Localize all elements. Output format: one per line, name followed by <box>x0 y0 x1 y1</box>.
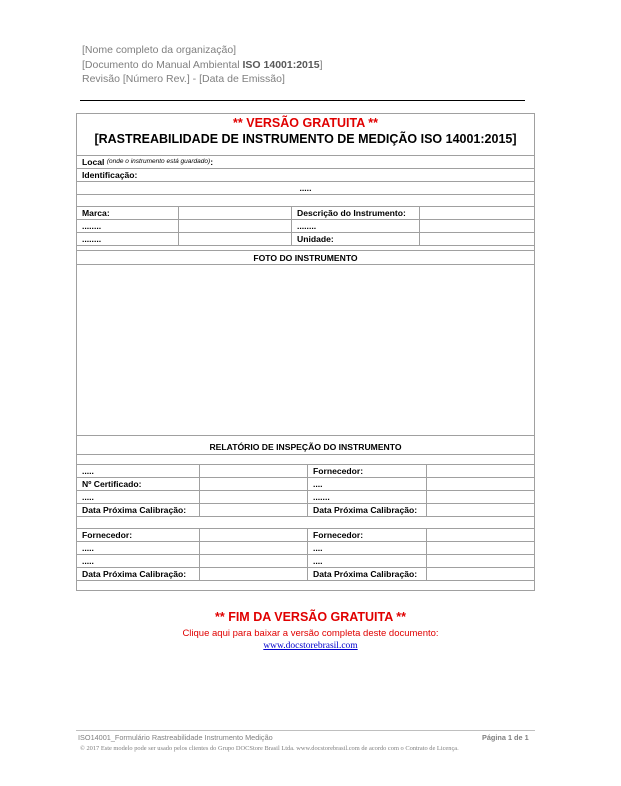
r1-right-cell <box>307 465 426 477</box>
unidade-value-cell[interactable] <box>419 233 536 245</box>
r4-right-cell <box>307 504 426 516</box>
form-title-block <box>77 114 534 156</box>
dots-b-cell <box>291 220 419 232</box>
dots-center: ..... <box>299 183 312 193</box>
inspection-row-4 <box>77 504 534 517</box>
dots-a: ........ <box>82 221 102 231</box>
s2-right: .... <box>313 543 323 553</box>
descricao-label: Descrição do Instrumento: <box>297 208 406 218</box>
identificacao-cell[interactable] <box>77 169 534 181</box>
s4-right-cell <box>307 568 426 580</box>
r3-left-value[interactable] <box>199 491 307 503</box>
r1-right: Fornecedor: <box>313 466 364 476</box>
unidade-label-cell <box>291 233 419 245</box>
r4-left: Data Próxima Calibração: <box>82 505 187 515</box>
marca-label: Marca: <box>82 208 110 218</box>
s1-right-cell <box>307 529 426 541</box>
manual-prefix: [Documento do Manual Ambiental <box>82 58 243 71</box>
relatorio-heading-row <box>77 436 534 455</box>
inspection-spacer-2 <box>77 517 534 529</box>
dots-c: ........ <box>82 234 102 244</box>
r3-right-value[interactable] <box>426 491 536 503</box>
header-divider <box>80 100 525 101</box>
dots-cell[interactable] <box>77 182 534 194</box>
r1-left: ..... <box>82 466 94 476</box>
descricao-value-cell[interactable] <box>419 207 536 219</box>
manual-line <box>82 58 323 73</box>
s2-left: ..... <box>82 543 94 553</box>
foto-heading: FOTO DO INSTRUMENTO <box>253 252 358 263</box>
dots-c-value-cell[interactable] <box>178 233 291 245</box>
s1-right: Fornecedor: <box>313 530 364 540</box>
s3-right-cell <box>307 555 426 567</box>
s3-right: .... <box>313 556 323 566</box>
marca-row <box>77 207 534 220</box>
local-label: Local <box>82 156 105 167</box>
s3-left-value[interactable] <box>199 555 307 567</box>
marca-value-cell[interactable] <box>178 207 291 219</box>
inspection-row-5 <box>77 529 534 542</box>
local-row <box>77 155 534 169</box>
traceability-form <box>76 113 535 591</box>
photo-area[interactable] <box>77 265 534 436</box>
unidade-row <box>77 233 534 246</box>
s2-left-value[interactable] <box>199 542 307 554</box>
dots-a-cell <box>77 220 178 232</box>
revision-line: Revisão [Número Rev.] - [Data de Emissão] <box>82 73 285 85</box>
free-version-title: ** VERSÃO GRATUITA ** <box>233 116 378 130</box>
s2-left-cell <box>77 542 199 554</box>
dots-c-cell <box>77 233 178 245</box>
s1-left: Fornecedor: <box>82 530 133 540</box>
s1-right-value[interactable] <box>426 529 536 541</box>
blank-row <box>77 195 534 207</box>
s1-left-value[interactable] <box>199 529 307 541</box>
dots-pair-row <box>77 220 534 233</box>
r2-right-value[interactable] <box>426 478 536 490</box>
docstore-link[interactable]: www.docstorebrasil.com <box>263 641 358 651</box>
r4-right: Data Próxima Calibração: <box>313 505 418 515</box>
r2-left: Nº Certificado: <box>82 479 142 489</box>
inspection-row-7 <box>77 555 534 568</box>
org-name: [Nome completo da organização] <box>82 44 237 56</box>
r3-right-cell <box>307 491 426 503</box>
s4-left: Data Próxima Calibração: <box>82 569 187 579</box>
dots-a-value-cell[interactable] <box>178 220 291 232</box>
inspection-row-2 <box>77 478 534 491</box>
r3-left: ..... <box>82 492 94 502</box>
r1-right-value[interactable] <box>426 465 536 477</box>
s4-left-cell <box>77 568 199 580</box>
inspection-spacer <box>77 455 534 465</box>
r2-left-cell <box>77 478 199 490</box>
r4-left-cell <box>77 504 199 516</box>
manual-suffix: ] <box>319 58 323 71</box>
s3-left: ..... <box>82 556 94 566</box>
s2-right-value[interactable] <box>426 542 536 554</box>
document-header <box>82 43 323 87</box>
marca-label-cell <box>77 207 178 219</box>
download-prompt[interactable]: Clique aqui para baixar a versão completa deste documento: <box>182 628 439 639</box>
s2-right-cell <box>307 542 426 554</box>
r2-right: .... <box>313 479 323 489</box>
r1-left-value[interactable] <box>199 465 307 477</box>
footer-divider <box>76 730 535 731</box>
r4-left-value[interactable] <box>199 504 307 516</box>
local-colon: : <box>210 156 214 167</box>
inspection-row-8 <box>77 568 534 581</box>
end-free-version: ** FIM DA VERSÃO GRATUITA ** <box>215 610 406 624</box>
form-title: [RASTREABILIDADE DE INSTRUMENTO DE MEDIÇÃO ISO 14001:2015] <box>94 132 517 146</box>
s4-left-value[interactable] <box>199 568 307 580</box>
manual-iso: ISO 14001:2015 <box>242 58 320 71</box>
dots-b-value-cell[interactable] <box>419 220 536 232</box>
foto-heading-row <box>77 251 534 265</box>
s4-right: Data Próxima Calibração: <box>313 569 418 579</box>
relatorio-heading: RELATÓRIO DE INSPEÇÃO DO INSTRUMENTO <box>209 442 402 452</box>
inspection-row-1 <box>77 465 534 478</box>
s4-right-value[interactable] <box>426 568 536 580</box>
s3-left-cell <box>77 555 199 567</box>
inspection-row-6 <box>77 542 534 555</box>
r2-left-value[interactable] <box>199 478 307 490</box>
r4-right-value[interactable] <box>426 504 536 516</box>
r3-right: ....... <box>313 492 330 502</box>
identificacao-row <box>77 169 534 182</box>
r1-left-cell <box>77 465 199 477</box>
descricao-label-cell <box>291 207 419 219</box>
footer-doc-name: ISO14001_Formulário Rastreabilidade Instrumento Medição <box>78 733 273 742</box>
inspection-row-3 <box>77 491 534 504</box>
dots-row <box>77 182 534 195</box>
s3-right-value[interactable] <box>426 555 536 567</box>
local-cell[interactable] <box>77 155 534 168</box>
local-hint: (onde o instrumento está guardado) <box>106 158 211 165</box>
s1-left-cell <box>77 529 199 541</box>
r3-left-cell <box>77 491 199 503</box>
r2-right-cell <box>307 478 426 490</box>
dots-b: ........ <box>297 221 317 231</box>
copyright-notice: © 2017 Este modelo pode ser usado pelos clientes do Grupo DOCStore Brasil Ltda. www.docstorebrasil.com de acordo com o Contrato de Licença. <box>80 745 459 752</box>
footer-page-number: Página 1 de 1 <box>482 733 529 742</box>
unidade-label: Unidade: <box>297 234 334 244</box>
identificacao-label: Identificação: <box>82 170 138 180</box>
